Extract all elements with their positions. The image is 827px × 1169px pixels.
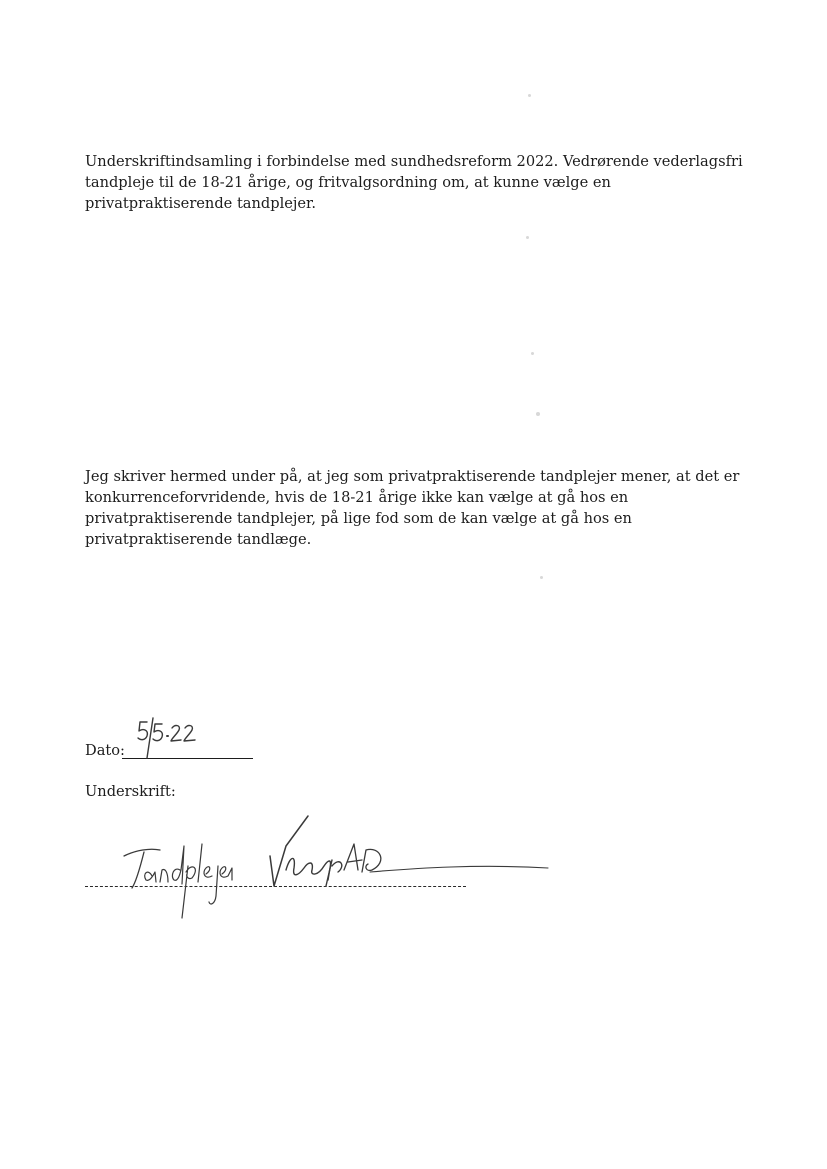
date-label: Dato: (85, 742, 125, 759)
scan-speck (531, 352, 534, 355)
statement-paragraph: Jeg skriver hermed under på, at jeg som privatpraktiserende tandplejer mener, at det er konkurrenceforvridende, hvis de 18-21 årige ikke kan vælge at gå hos en privatpraktiserende tandplejer, på lige fod som de kan vælge at gå hos en privatpraktiserende tandlæge. (85, 468, 740, 548)
scan-speck (536, 412, 540, 416)
scan-speck (528, 94, 531, 97)
intro-paragraph: Underskriftindsamling i forbindelse med sundhedsreform 2022. Vedrørende vederlagsfri tandpleje til de 18-21 årige, og fritvalgsordning om, at kunne vælge en privatpraktiserende tandplejer. (85, 153, 743, 212)
signature-label: Underskrift: (85, 783, 176, 800)
scan-speck (526, 236, 529, 239)
handwritten-signature (118, 806, 558, 926)
handwritten-date (134, 716, 204, 762)
scan-speck (540, 576, 543, 579)
